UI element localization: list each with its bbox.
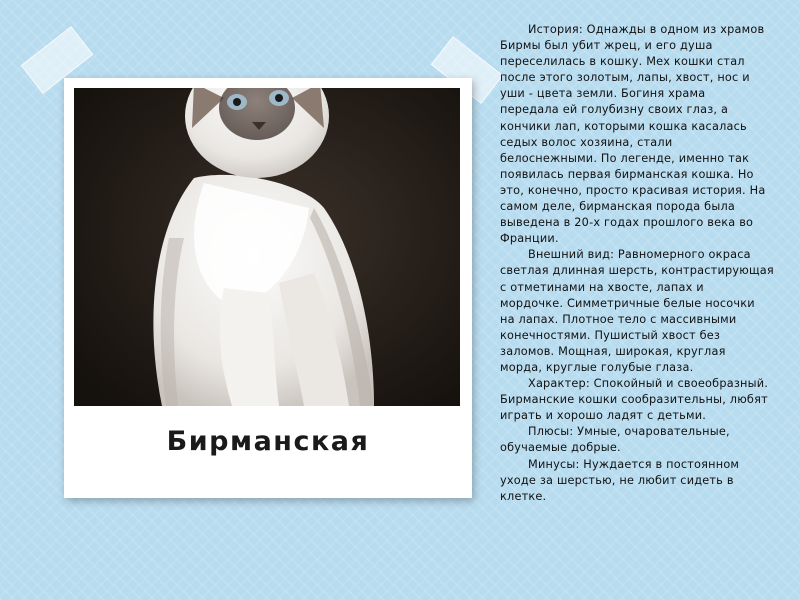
description-line: переселилась в кошку. Мех кошки стал: [500, 55, 745, 69]
cat-photo: [74, 88, 460, 406]
description-line: морда, круглые голубые глаза.: [500, 360, 694, 374]
description-line: с отметинами на хвосте, лапах и: [500, 280, 704, 294]
description-line: клетке.: [500, 489, 547, 503]
description-line: передала ей голубизну своих глаз, а: [500, 103, 729, 117]
description-line: Бирмы был убит жрец, и его душа: [500, 39, 713, 53]
photo-card: [64, 78, 472, 498]
description-line: белоснежными. По легенде, именно так: [500, 151, 750, 165]
description-line: конечностями. Пушистый хвост без: [500, 328, 721, 342]
description-line: седых волос хозяина, стали: [500, 135, 673, 149]
description-line: играть и хорошо ладят с детьми.: [500, 409, 707, 423]
description-line: Характер: Спокойный и своеобразный.: [528, 377, 769, 391]
description-line: самом деле, бирманская порода была: [500, 200, 735, 214]
description-line: выведена в 20-х годах прошлого века во: [500, 216, 754, 230]
description-line: светлая длинная шерсть, контрастирующая: [500, 264, 774, 278]
description-line: уходе за шерстью, не любит сидеть в: [500, 473, 734, 487]
description-line: История: Однажды в одном из храмов: [528, 23, 765, 36]
description-line: Минусы: Нуждается в постоянном: [528, 457, 740, 471]
description-line: появилась первая бирманская кошка. Но: [500, 167, 754, 181]
description-line: это, конечно, просто красивая история. На: [500, 183, 766, 197]
description-line: Франции.: [500, 232, 559, 246]
birman-cat-image: [74, 88, 460, 406]
description-line: на лапах. Плотное тело с массивными: [500, 312, 737, 326]
description-line: обучаемые добрые.: [500, 441, 621, 455]
description-line: Плюсы: Умные, очаровательные,: [528, 425, 730, 439]
description-line: уши - цвета земли. Богиня храма: [500, 87, 706, 101]
description-line: заломов. Мощная, широкая, круглая: [500, 344, 726, 358]
description-line: Внешний вид: Равномерного окраса: [528, 248, 751, 262]
description-line: Бирманские кошки сообразительны, любят: [500, 393, 768, 407]
breed-description: [500, 22, 796, 505]
description-line: мордочке. Симметричные белые носочки: [500, 296, 755, 310]
description-line: после этого золотым, лапы, хвост, нос и: [500, 71, 750, 85]
breed-caption: Бирманская: [166, 426, 370, 457]
description-line: кончики лап, которыми кошка касалась: [500, 119, 747, 133]
